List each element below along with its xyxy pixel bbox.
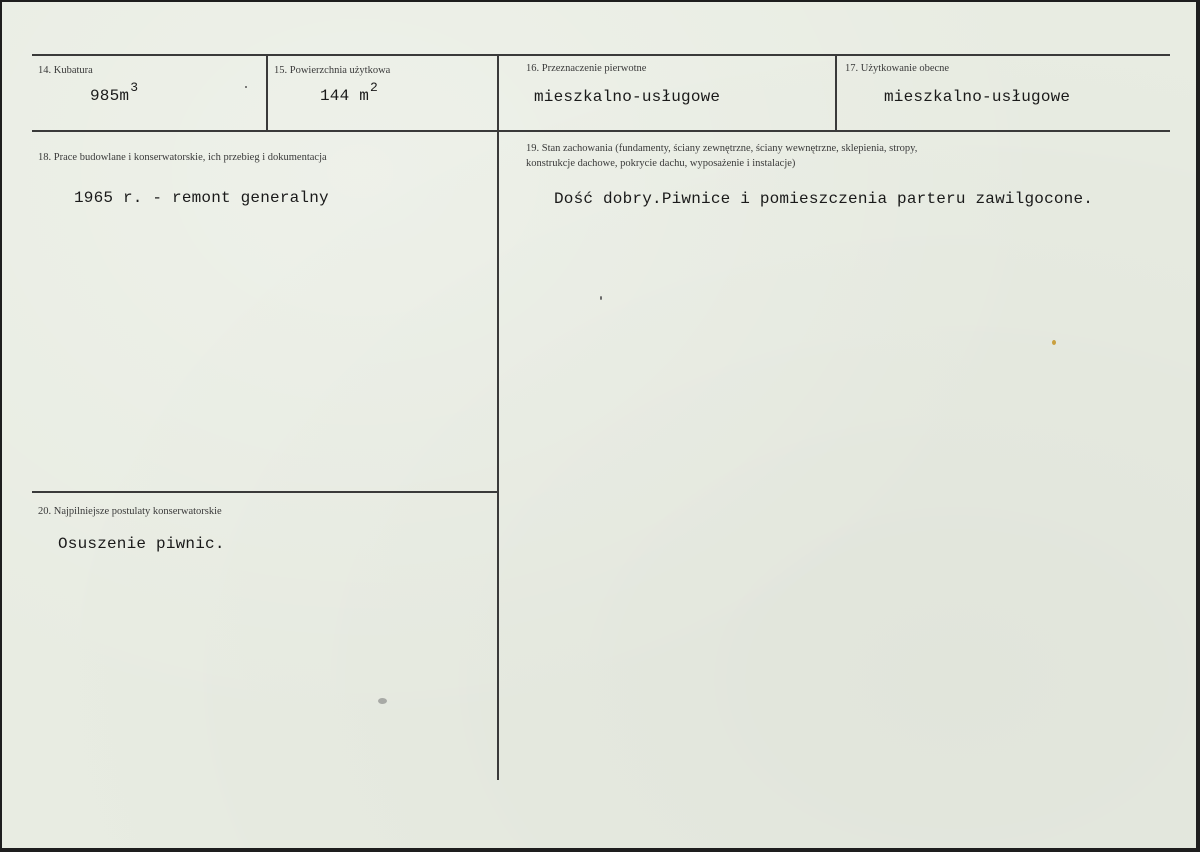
row2-left-bottom-rule: [32, 491, 498, 493]
field-18-label: 18. Prace budowlane i konserwatorskie, ich przebieg i dokumentacja: [38, 152, 327, 163]
field-19-label-line1: 19. Stan zachowania (fundamenty, ściany zewnętrzne, ściany wewnętrzne, sklepienia, stropy,: [526, 143, 918, 154]
field-14-number: 985m: [90, 87, 130, 105]
row1-bottom-rule: [32, 130, 1170, 132]
field-19-value: Dość dobry.Piwnice i pomieszczenia parteru zawilgocone.: [554, 190, 1094, 208]
field-15-number: 144 m: [320, 87, 370, 105]
divider-16-17: [835, 55, 837, 130]
paper-speck: [378, 698, 387, 704]
field-16-value: mieszkalno-usługowe: [534, 88, 721, 106]
field-19-label-line2: konstrukcje dachowe, pokrycie dachu, wyposażenie i instalacje): [526, 158, 796, 169]
field-15-label: 15. Powierzchnia użytkowa: [274, 65, 391, 76]
field-17-value: mieszkalno-usługowe: [884, 88, 1071, 106]
field-15-value: [320, 80, 379, 105]
top-rule: [32, 54, 1170, 56]
field-14-value: [90, 80, 139, 105]
divider-15-16: [497, 55, 499, 780]
field-20-label: 20. Najpilniejsze postulaty konserwatorskie: [38, 506, 222, 517]
record-card: [2, 2, 1196, 848]
paper-speck: [1052, 340, 1056, 345]
field-14-label: 14. Kubatura: [38, 65, 93, 76]
field-14-exponent: 3: [130, 80, 139, 95]
field-17-label: 17. Użytkowanie obecne: [845, 63, 950, 74]
paper-speck: [600, 296, 602, 300]
field-18-value: 1965 r. - remont generalny: [74, 189, 329, 207]
field-16-label: 16. Przeznaczenie pierwotne: [526, 63, 647, 74]
divider-14-15: [266, 55, 268, 130]
field-20-value: Osuszenie piwnic.: [58, 535, 225, 553]
field-15-exponent: 2: [370, 80, 379, 95]
paper-speck: [245, 86, 247, 88]
